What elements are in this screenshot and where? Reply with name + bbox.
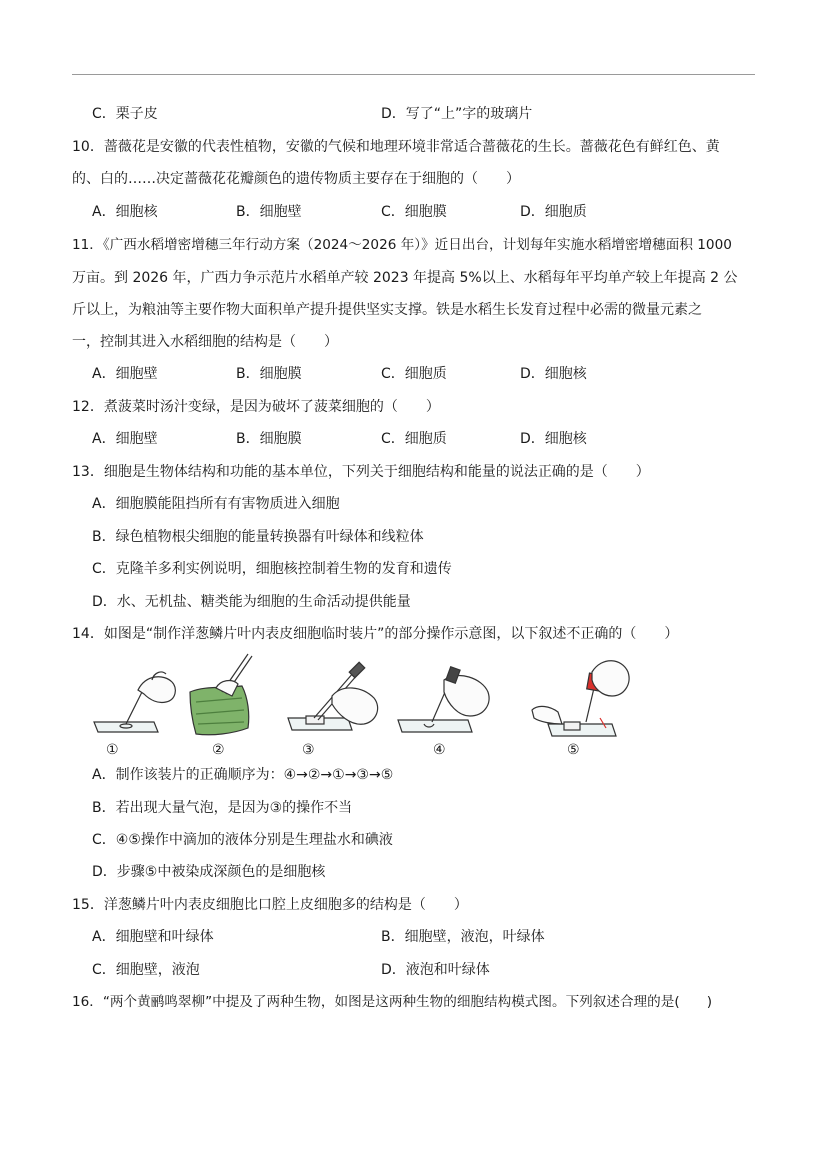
q12-option-d: D．细胞核 (520, 431, 587, 447)
q13-option-d: D．水、无机盐、糖类能为细胞的生命活动提供能量 (92, 594, 411, 610)
q15-text-line1: 15．洋葱鳞片叶内表皮细胞比口腔上皮细胞多的结构是（ ） (72, 897, 468, 913)
q12-option-c: C．细胞质 (381, 431, 447, 447)
q13-option-a: A．细胞膜能阻挡所有有害物质进入细胞 (92, 496, 340, 512)
q15-option-c: C．细胞壁，液泡 (92, 962, 200, 978)
q15-option-a: A．细胞壁和叶绿体 (92, 929, 214, 945)
q11-text-line4: 一，控制其进入水稻细胞的结构是（ ） (72, 334, 338, 350)
q13-option-b: B．绿色植物根尖细胞的能量转换器有叶绿体和线粒体 (92, 529, 424, 545)
q14-text-line1: 14．如图是“制作洋葱鳞片叶内表皮细胞临时装片”的部分操作示意图，以下叙述不正确的（ ） (72, 626, 679, 642)
q11-option-c: C．细胞质 (381, 366, 447, 382)
q11-text-line3: 斤以上，为粮油等主要作物大面积单产提升提供坚实支撑。铁是水稻生长发育过程中必需的微量元素之 (72, 302, 702, 318)
q10-option-d: D．细胞质 (520, 204, 587, 220)
q14-option-a: A．制作该装片的正确顺序为：④→②→①→③→⑤ (92, 767, 394, 783)
header-rule (72, 74, 755, 75)
q11-option-a: A．细胞壁 (92, 366, 158, 382)
q11-text-line1: 11．《广西水稻增密增穗三年行动方案（2024～2026 年）》近日出台，计划每年实施水稻增密增穗面积 1000 (72, 237, 732, 253)
q9-option-c: C．栗子皮 (92, 106, 158, 122)
q15-option-d: D．液泡和叶绿体 (381, 962, 490, 978)
q10-option-c: C．细胞膜 (381, 204, 447, 220)
q13-option-c: C．克隆羊多利实例说明，细胞核控制着生物的发育和遗传 (92, 561, 452, 577)
q10-option-b: B．细胞壁 (236, 204, 302, 220)
step4-illustration (398, 667, 489, 732)
step2-illustration (190, 654, 252, 735)
q10-text-line2: 的、白的……决定蔷薇花花瓣颜色的遗传物质主要存在于细胞的（ ） (72, 171, 520, 187)
q11-text-line2: 万亩。到 2026 年，广西力争示范片水稻单产较 2023 年提高 5%以上、水稻每年平均单产较上年提高 2 公 (72, 270, 738, 286)
q14-figure (92, 652, 652, 762)
q11-option-b: B．细胞膜 (236, 366, 302, 382)
q16-text-line1: 16．“两个黄鹂鸣翠柳”中提及了两种生物，如图是这两种生物的细胞结构模式图。下列叙述合理的是( ) (72, 994, 713, 1010)
step5-illustration (532, 661, 629, 736)
q14-option-d: D．步骤⑤中被染成深颜色的是细胞核 (92, 864, 326, 880)
q14-option-c: C．④⑤操作中滴加的液体分别是生理盐水和碘液 (92, 832, 393, 848)
q10-option-a: A．细胞核 (92, 204, 158, 220)
q14-option-b: B．若出现大量气泡，是因为③的操作不当 (92, 800, 353, 816)
q11-option-d: D．细胞核 (520, 366, 587, 382)
q12-option-a: A．细胞壁 (92, 431, 158, 447)
q13-text-line1: 13．细胞是生物体结构和功能的基本单位，下列关于细胞结构和能量的说法正确的是（ ） (72, 464, 650, 480)
fig-label-5: ⑤ (567, 742, 580, 758)
fig-label-3: ③ (302, 742, 315, 758)
q15-option-b: B．细胞壁，液泡，叶绿体 (381, 929, 545, 945)
q12-text-line1: 12．煮菠菜时汤汁变绿，是因为破坏了菠菜细胞的（ ） (72, 399, 440, 415)
fig-label-4: ④ (433, 742, 446, 758)
q9-option-d: D．写了“上”字的玻璃片 (381, 106, 533, 122)
fig-label-1: ① (106, 742, 119, 758)
q10-text-line1: 10．蔷薇花是安徽的代表性植物，安徽的气候和地理环境非常适合蔷薇花的生长。蔷薇花色有鲜红色、黄 (72, 139, 720, 155)
q12-option-b: B．细胞膜 (236, 431, 302, 447)
step1-illustration (94, 672, 175, 732)
fig-label-2: ② (212, 742, 225, 758)
step3-illustration (288, 662, 378, 730)
